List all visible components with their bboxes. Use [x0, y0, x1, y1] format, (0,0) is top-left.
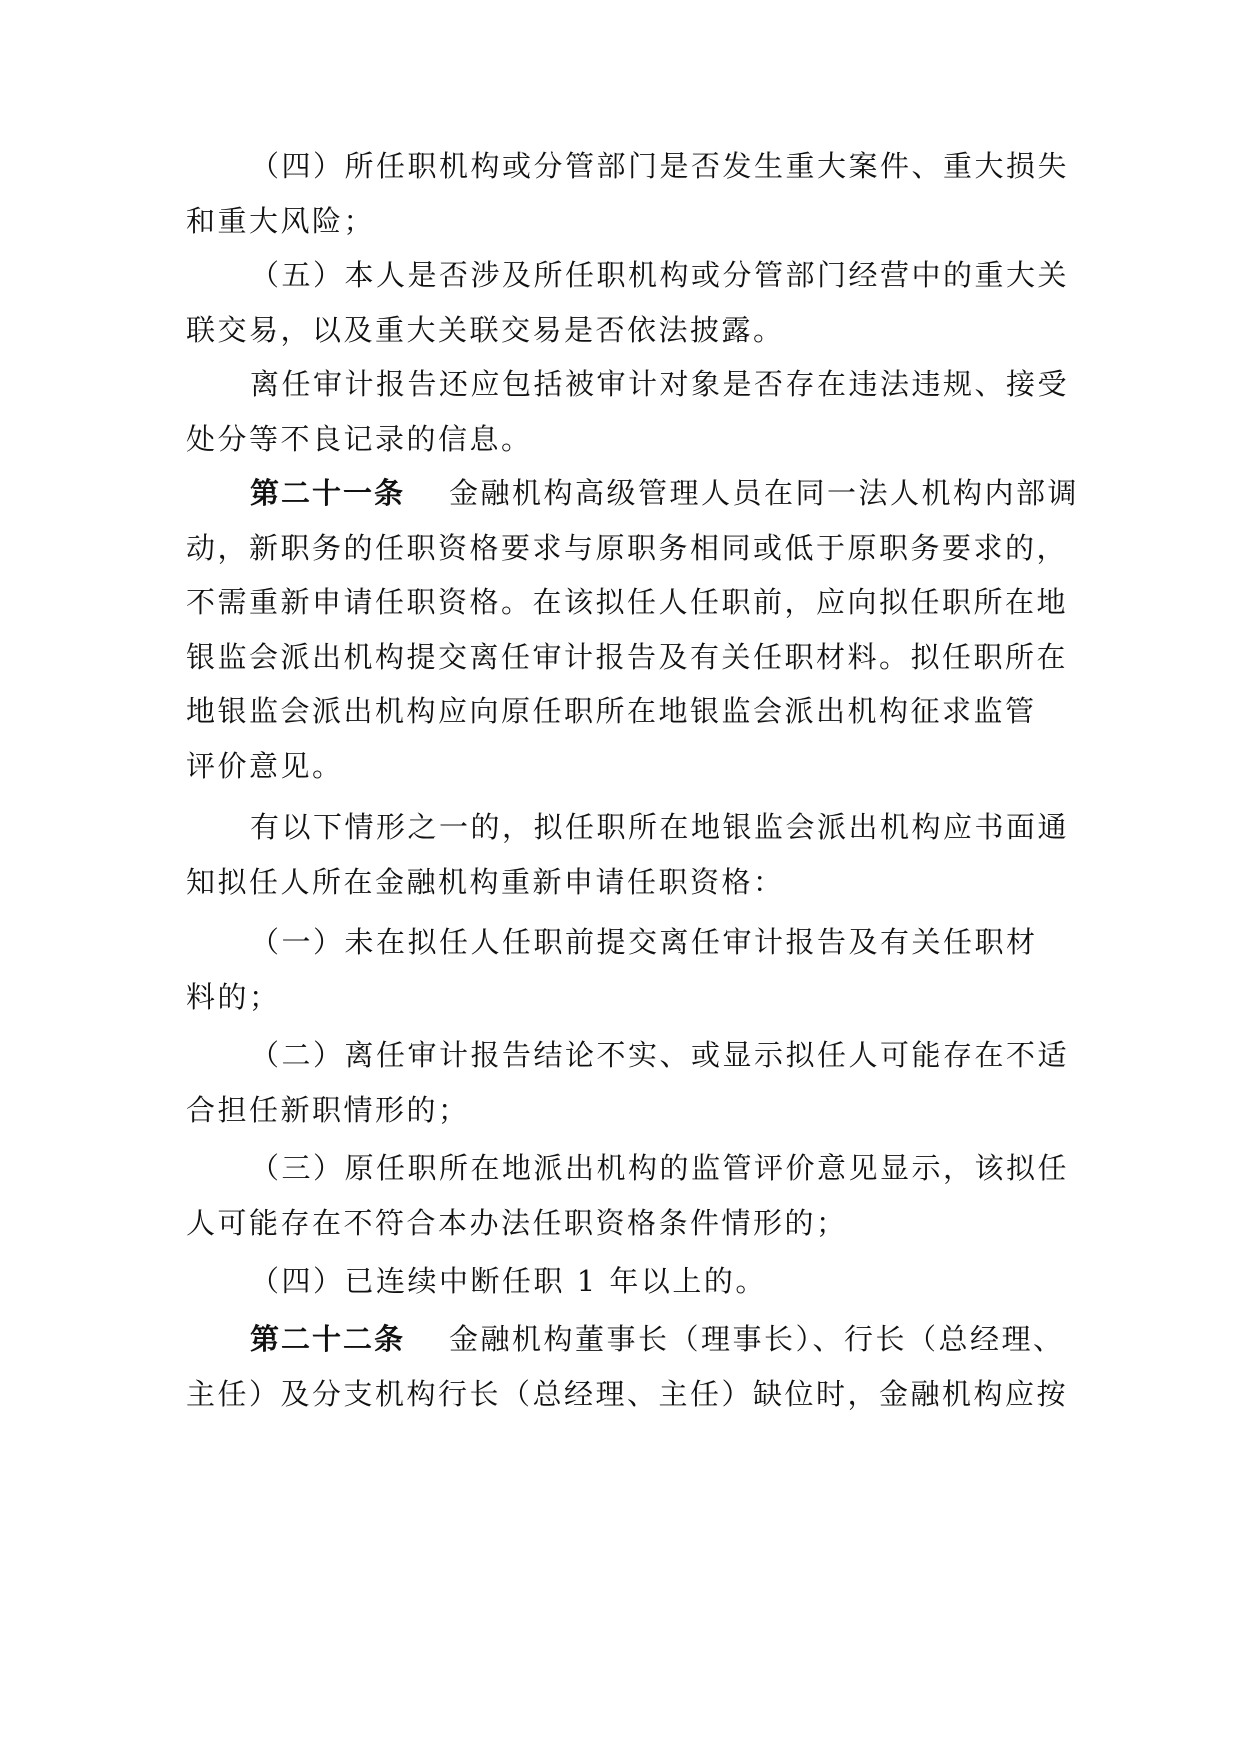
article-21-line-1: [250, 473, 1079, 513]
article-22-heading: 第二十二条: [250, 1322, 406, 1356]
item-5-related-transactions-line-1: （五）本人是否涉及所任职机构或分管部门经营中的重大关: [250, 258, 1070, 292]
item-4-major-cases-line-2: 和重大风险；: [186, 204, 376, 238]
article-21-text-1: 金融机构高级管理人员在同一法人机构内部调: [449, 476, 1080, 510]
article-21-line-6: 评价意见。: [186, 749, 344, 783]
reapply-conditions-intro-line-1: 有以下情形之一的，拟任职所在地银监会派出机构应书面通: [250, 810, 1070, 844]
article-22-line-1: [250, 1319, 1065, 1359]
article-21-heading: 第二十一条: [250, 476, 406, 510]
condition-2-line-1: （二）离任审计报告结论不实、或显示拟任人可能存在不适: [250, 1038, 1070, 1072]
departure-audit-report-note-line-2: 处分等不良记录的信息。: [186, 422, 533, 456]
condition-2-line-2: 合担任新职情形的；: [186, 1093, 470, 1127]
condition-1-line-1: （一）未在拟任人任职前提交离任审计报告及有关任职材: [250, 925, 1038, 959]
condition-3-line-1: （三）原任职所在地派出机构的监管评价意见显示，该拟任: [250, 1151, 1070, 1185]
article-21-line-4: 银监会派出机构提交离任审计报告及有关任职材料。拟任职所在: [186, 640, 1069, 674]
item-4-major-cases-line-1: （四）所任职机构或分管部门是否发生重大案件、重大损失: [250, 149, 1070, 183]
reapply-conditions-intro-line-2: 知拟任人所在金融机构重新申请任职资格：: [186, 865, 785, 899]
condition-4-line-1: （四）已连续中断任职 1 年以上的。: [250, 1264, 767, 1298]
article-21-line-2: 动，新职务的任职资格要求与原职务相同或低于原职务要求的，: [186, 531, 1069, 565]
departure-audit-report-note-line-1: 离任审计报告还应包括被审计对象是否存在违法违规、接受: [250, 367, 1070, 401]
article-21-line-5: 地银监会派出机构应向原任职所在地银监会派出机构征求监管: [186, 694, 1037, 728]
item-5-related-transactions-line-2: 联交易，以及重大关联交易是否依法披露。: [186, 313, 785, 347]
article-21-line-3: 不需重新申请任职资格。在该拟任人任职前，应向拟任职所在地: [186, 585, 1069, 619]
condition-1-line-2: 料的；: [186, 980, 281, 1014]
condition-3-line-2: 人可能存在不符合本办法任职资格条件情形的；: [186, 1206, 848, 1240]
article-22-line-2: 主任）及分支机构行长（总经理、主任）缺位时，金融机构应按: [186, 1377, 1069, 1411]
article-22-text-1: 金融机构董事长（理事长）、行长（总经理、: [449, 1322, 1065, 1356]
